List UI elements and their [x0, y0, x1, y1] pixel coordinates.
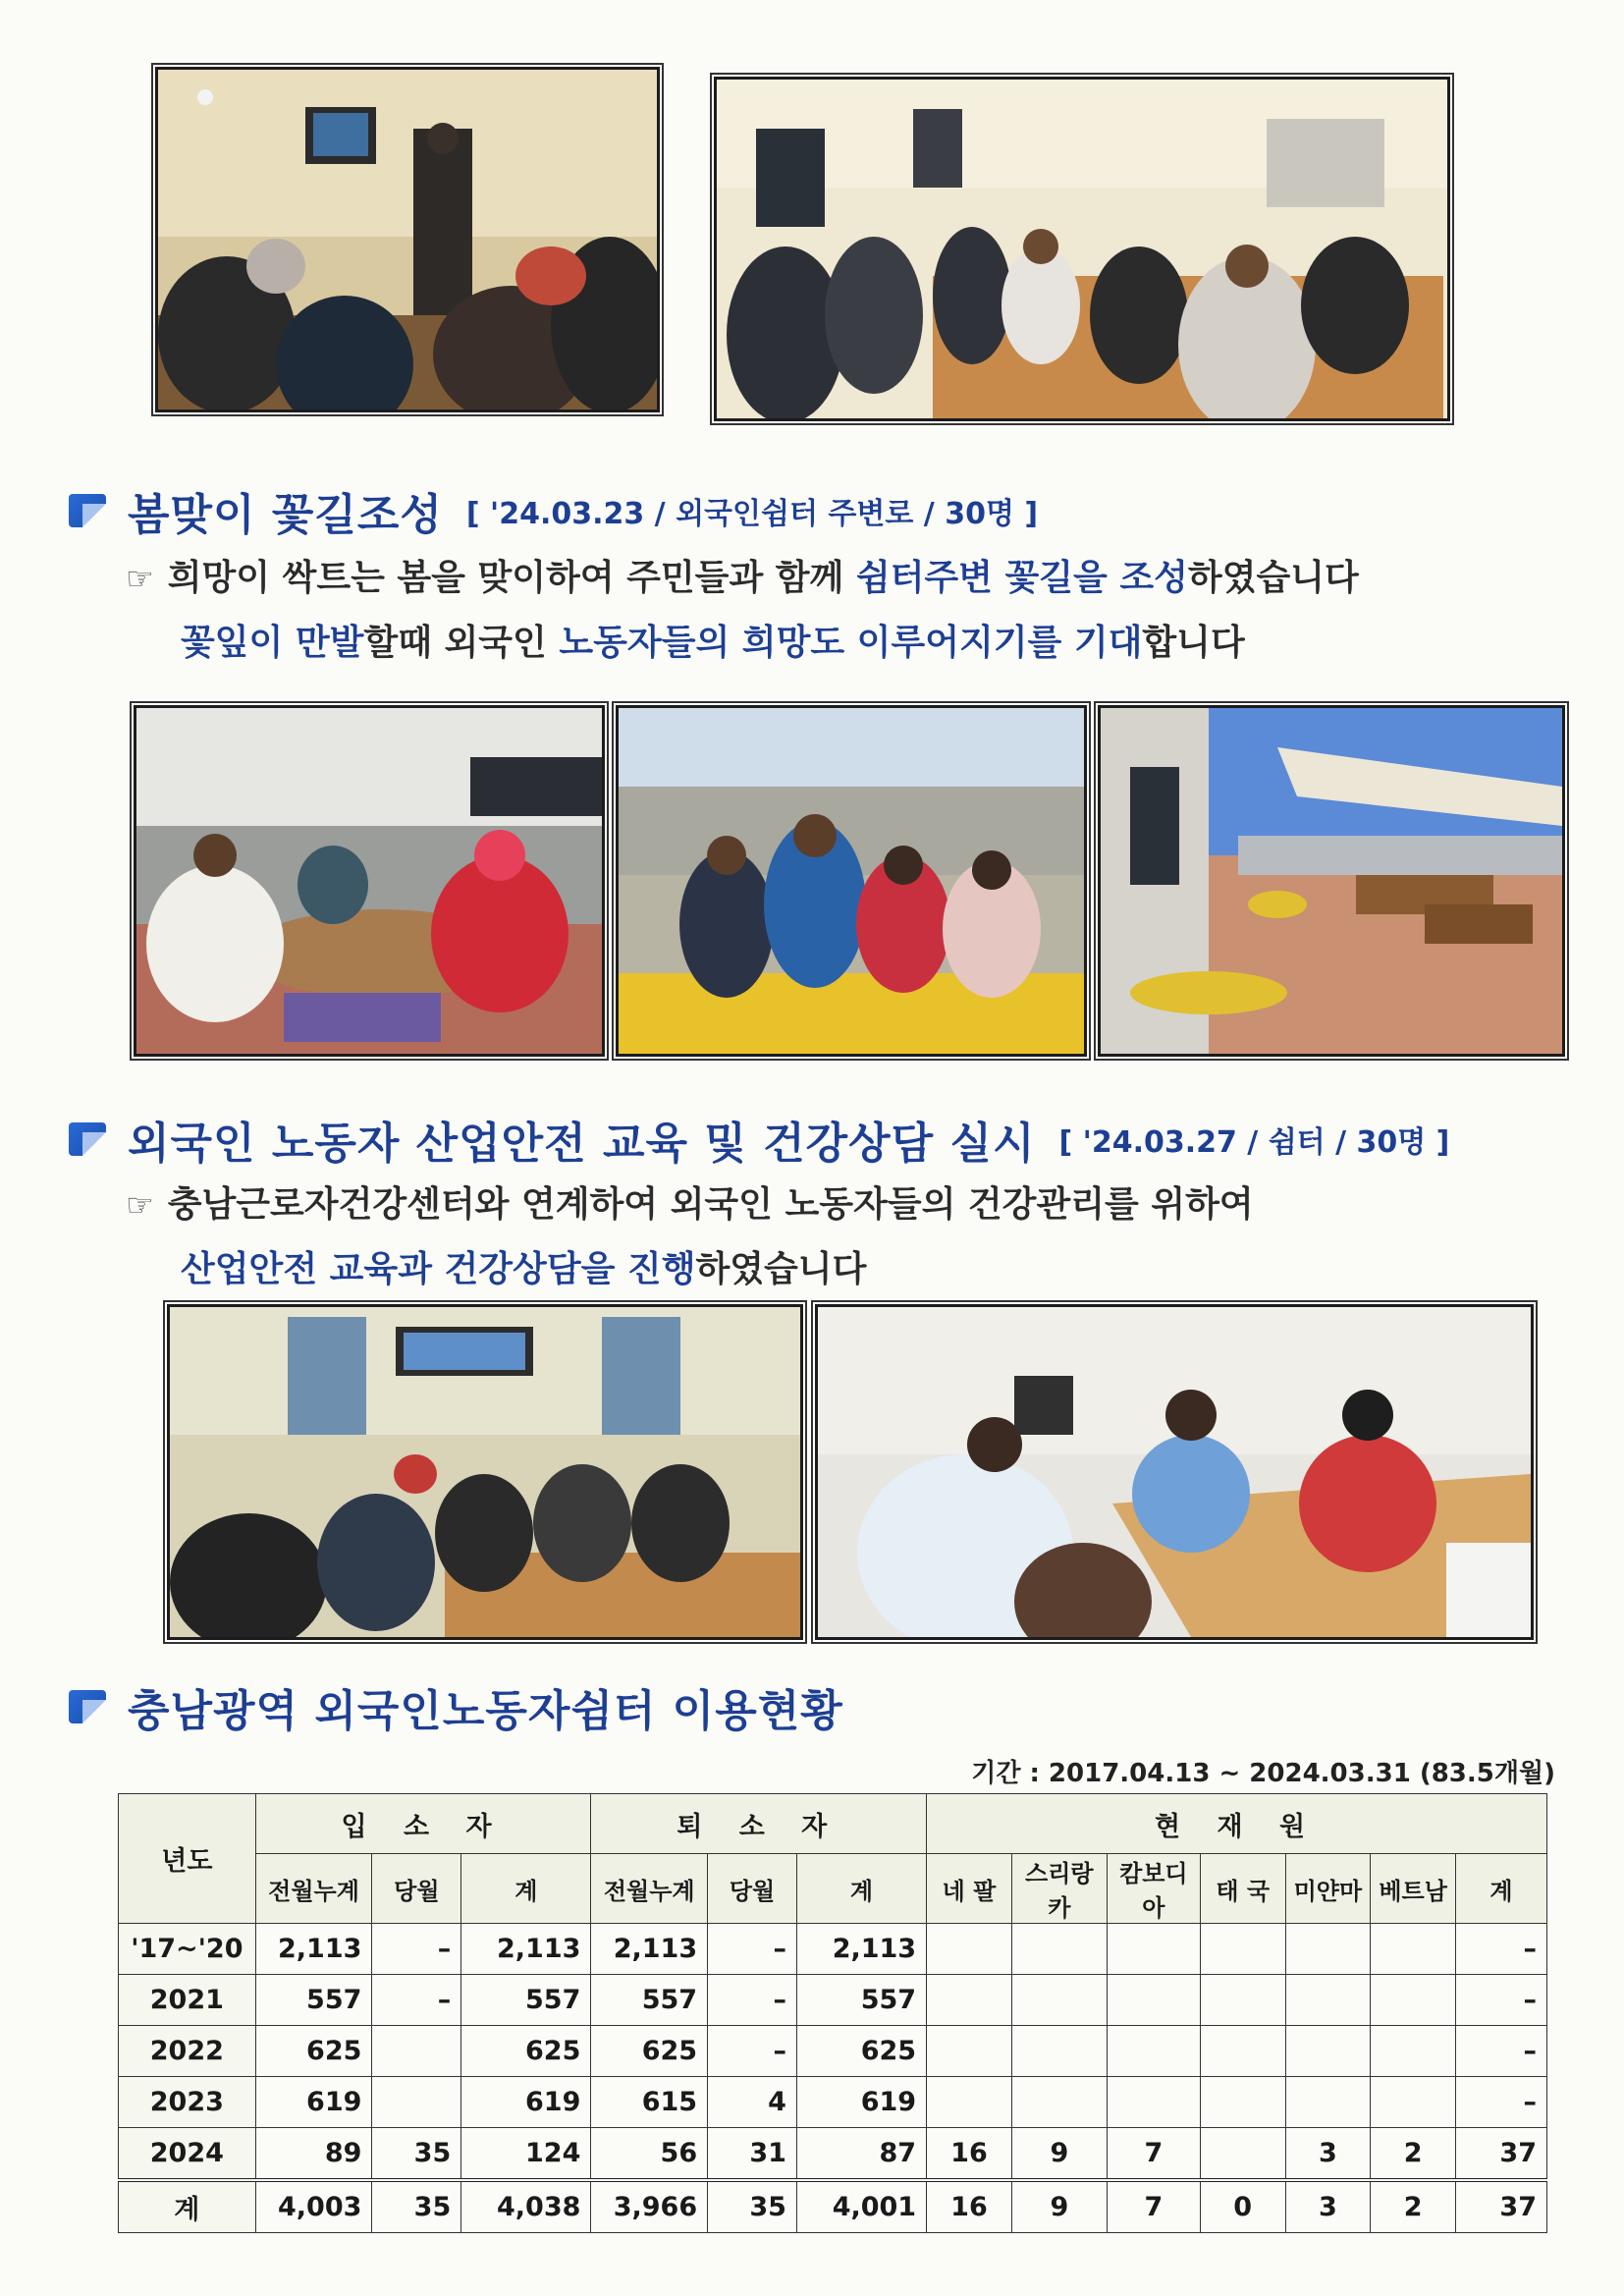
- header-discharged: 퇴 소 자: [591, 1794, 927, 1854]
- table-subheader-row: [119, 1854, 1547, 1924]
- photo-health-consultation: [815, 1304, 1534, 1640]
- header-year: 년도: [119, 1794, 256, 1924]
- subheader-cell: 미얀마: [1285, 1854, 1371, 1924]
- table-row: '17~'20 2,113 – 2,113 2,113 – 2,113 –: [119, 1924, 1547, 1975]
- photo-flower-planting-2: [616, 705, 1087, 1057]
- table-body: [119, 1924, 1547, 2233]
- section-title: 봄맞이 꽃길조성: [128, 490, 443, 540]
- subheader-cell: 태 국: [1200, 1854, 1285, 1924]
- heading-bullet-icon: [69, 494, 106, 527]
- pointing-hand-icon: ☞: [126, 560, 154, 597]
- period-text: 기간 : 2017.04.13 ~ 2024.03.31 (83.5개월): [971, 1759, 1555, 1788]
- subheader-cell: 전월누계: [591, 1854, 708, 1924]
- section-heading-usage-status: [69, 1675, 843, 1738]
- photo-flower-planting-1: [134, 705, 605, 1057]
- photo-meeting-1: [155, 67, 660, 412]
- section-heading-flower-road: [69, 479, 1038, 542]
- usage-stats-table: [118, 1793, 1547, 2233]
- heading-bullet-icon: [69, 1122, 106, 1156]
- subheader-cell: 베트남: [1371, 1854, 1456, 1924]
- section-title: 충남광역 외국인노동자쉼터 이용현황: [128, 1686, 843, 1736]
- subheader-cell: 계: [461, 1854, 591, 1924]
- table-row: 2024 89 35 124 56 31 87 16 9 7 3 2 37: [119, 2128, 1547, 2181]
- subheader-cell: 네 팔: [927, 1854, 1012, 1924]
- subheader-cell: 캄보디아: [1107, 1854, 1200, 1924]
- section2-paragraph: [126, 1173, 1254, 1302]
- paragraph-line: 꽃잎이 만발할때 외국인 노동자들의 희망도 이루어지기를 기대합니다: [181, 623, 1245, 663]
- table-row: 2022 625 625 625 – 625 –: [119, 2026, 1547, 2077]
- header-admitted: 입 소 자: [255, 1794, 591, 1854]
- section1-paragraph: [126, 546, 1359, 676]
- section-meta: [ '24.03.27 / 쉼터 / 30명 ]: [1058, 1125, 1450, 1160]
- paragraph-line: ☞ 희망이 싹트는 봄을 맞이하여 주민들과 함께 쉼터주변 꽃길을 조성하였습니다: [126, 558, 1359, 598]
- section-meta: [ '24.03.23 / 외국인쉼터 주변로 / 30명 ]: [465, 497, 1039, 531]
- photo-meeting-2: [714, 77, 1450, 421]
- table-header-row: [119, 1794, 1547, 1854]
- paragraph-line: 산업안전 교육과 건강상담을 진행하였습니다: [181, 1249, 867, 1289]
- section-heading-safety-education: [69, 1108, 1449, 1171]
- pointing-hand-icon: ☞: [126, 1186, 154, 1224]
- subheader-cell: 계: [796, 1854, 926, 1924]
- subheader-cell: 계: [1455, 1854, 1546, 1924]
- section-title: 외국인 노동자 산업안전 교육 및 건강상담 실시: [128, 1119, 1036, 1169]
- subheader-cell: 전월누계: [255, 1854, 372, 1924]
- photo-flower-road-3: [1098, 705, 1565, 1057]
- header-current: 현 재 원: [927, 1794, 1547, 1854]
- photo-safety-education: [167, 1304, 803, 1640]
- table-total-row: 계 4,003 35 4,038 3,966 35 4,001 16 9 7 0 3 2 37: [119, 2180, 1547, 2233]
- subheader-cell: 당월: [372, 1854, 461, 1924]
- subheader-cell: 스리랑카: [1011, 1854, 1107, 1924]
- table-row: 2023 619 619 615 4 619 –: [119, 2077, 1547, 2128]
- paragraph-line: ☞ 충남근로자건강센터와 연계하여 외국인 노동자들의 건강관리를 위하여: [126, 1184, 1254, 1225]
- subheader-cell: 당월: [708, 1854, 797, 1924]
- table-row: 2021 557 – 557 557 – 557 –: [119, 1975, 1547, 2026]
- heading-bullet-icon: [69, 1690, 106, 1723]
